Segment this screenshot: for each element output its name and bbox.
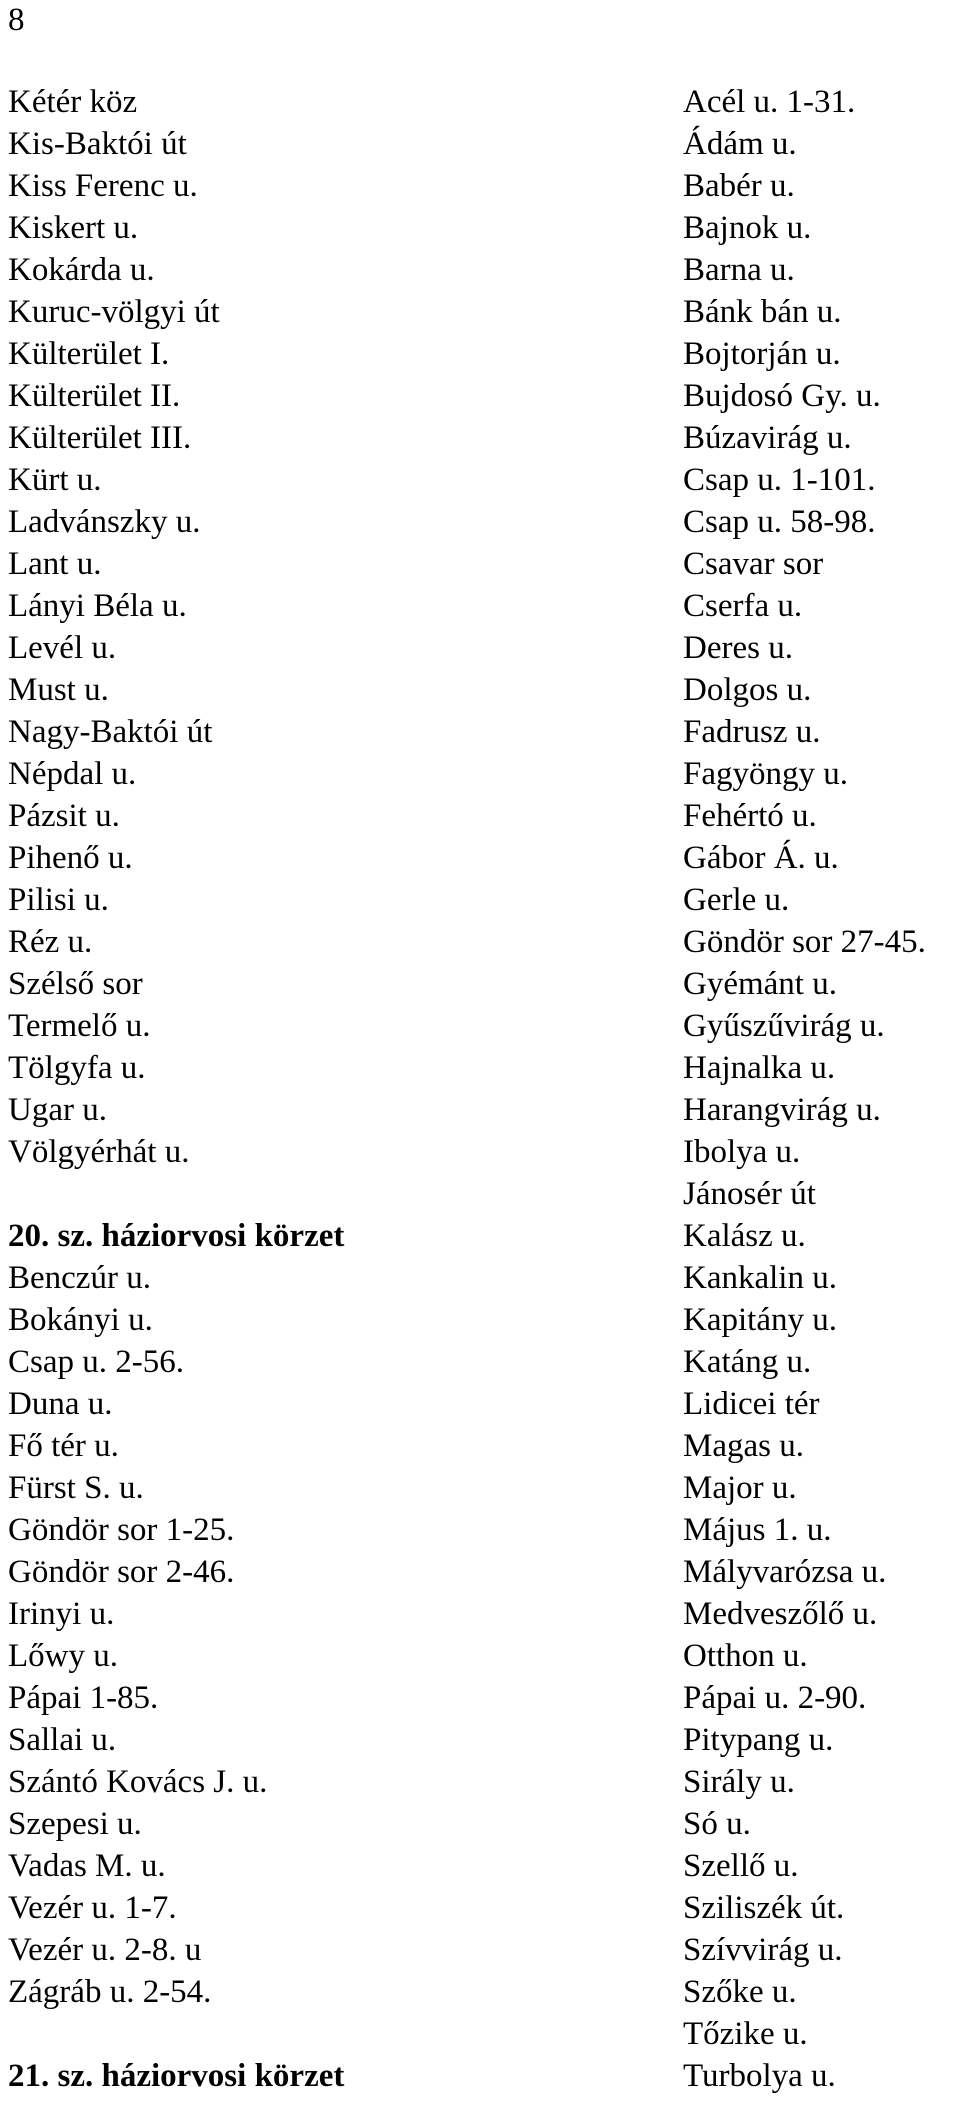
street-name: Pilisi u.: [8, 882, 109, 918]
street-name: Szőke u.: [683, 1974, 797, 2010]
left-street-column: [8, 81, 648, 2097]
street-name: Dolgos u.: [683, 672, 812, 708]
blank-line: [8, 1173, 648, 1215]
street-name: Turbolya u.: [683, 2058, 836, 2094]
street-name: Zágráb u. 2-54.: [8, 1974, 212, 2010]
street-name: Fehértó u.: [683, 798, 817, 834]
street-name: Népdal u.: [8, 756, 137, 792]
street-name: Fagyöngy u.: [683, 756, 848, 792]
page-number: 8: [8, 2, 25, 38]
street-name: Irinyi u.: [8, 1596, 115, 1632]
street-name: Külterület I.: [8, 336, 170, 372]
street-name: Katáng u.: [683, 1344, 812, 1380]
street-name: Réz u.: [8, 924, 93, 960]
street-name: Hajnalka u.: [683, 1050, 836, 1086]
street-name: Pihenő u.: [8, 840, 133, 876]
street-name: Jánosér út: [683, 1176, 816, 1212]
street-name: Levél u.: [8, 630, 117, 666]
street-name: Mályvarózsa u.: [683, 1554, 887, 1590]
street-name: Nagy-Baktói út: [8, 714, 213, 750]
street-name: Bajnok u.: [683, 210, 812, 246]
street-name: Ugar u.: [8, 1092, 107, 1128]
street-name: Vezér u. 2-8. u: [8, 1932, 202, 1968]
district-heading: 20. sz. háziorvosi körzet: [8, 1218, 345, 1254]
street-name: Csap u. 58-98.: [683, 504, 876, 540]
street-name: Duna u.: [8, 1386, 113, 1422]
street-name: Sirály u.: [683, 1764, 795, 1800]
street-name: Tőzike u.: [683, 2016, 808, 2052]
street-name: Gerle u.: [683, 882, 790, 918]
street-name: Vadas M. u.: [8, 1848, 166, 1884]
street-name: Benczúr u.: [8, 1260, 151, 1296]
street-name: Pápai 1-85.: [8, 1680, 159, 1716]
street-name: Tölgyfa u.: [8, 1050, 146, 1086]
street-name: Pázsit u.: [8, 798, 120, 834]
district-heading: 21. sz. háziorvosi körzet: [8, 2058, 345, 2094]
street-name: Harangvirág u.: [683, 1092, 881, 1128]
street-name: Acél u. 1-31.: [683, 84, 856, 120]
street-name: Lányi Béla u.: [8, 588, 187, 624]
street-name: Bánk bán u.: [683, 294, 842, 330]
street-name: Kokárda u.: [8, 252, 155, 288]
street-name: Göndör sor 27-45.: [683, 924, 926, 960]
street-name: Kürt u.: [8, 462, 102, 498]
street-name: Szepesi u.: [8, 1806, 142, 1842]
street-name: Pápai u. 2-90.: [683, 1680, 867, 1716]
street-name: Medveszőlő u.: [683, 1596, 878, 1632]
street-name: Gábor Á. u.: [683, 840, 839, 876]
street-name: Ibolya u.: [683, 1134, 801, 1170]
street-name: Fürst S. u.: [8, 1470, 144, 1506]
street-name: Otthon u.: [683, 1638, 808, 1674]
street-name: Lidicei tér: [683, 1386, 820, 1422]
street-name: Göndör sor 1-25.: [8, 1512, 235, 1548]
street-name: Bojtorján u.: [683, 336, 841, 372]
street-name: Búzavirág u.: [683, 420, 852, 456]
street-name: Kalász u.: [683, 1218, 806, 1254]
street-name: Szellő u.: [683, 1848, 799, 1884]
street-name: Só u.: [683, 1806, 751, 1842]
street-name: Cserfa u.: [683, 588, 803, 624]
street-name: Barna u.: [683, 252, 795, 288]
street-name: Vezér u. 1-7.: [8, 1890, 177, 1926]
street-name: Lant u.: [8, 546, 102, 582]
street-name: Csavar sor: [683, 546, 824, 582]
street-name: Külterület II.: [8, 378, 181, 414]
street-name: Sziliszék út.: [683, 1890, 845, 1926]
street-name: Gyűszűvirág u.: [683, 1008, 885, 1044]
street-name: Termelő u.: [8, 1008, 151, 1044]
street-name: Ádám u.: [683, 126, 797, 162]
street-name: Deres u.: [683, 630, 793, 666]
street-name: Fadrusz u.: [683, 714, 821, 750]
street-name: Kuruc-völgyi út: [8, 294, 220, 330]
street-name: Kapitány u.: [683, 1302, 837, 1338]
street-name: Kis-Baktói út: [8, 126, 187, 162]
street-name: Göndör sor 2-46.: [8, 1554, 235, 1590]
street-name: Kiss Ferenc u.: [8, 168, 198, 204]
street-name: Bujdosó Gy. u.: [683, 378, 881, 414]
street-name: Pitypang u.: [683, 1722, 834, 1758]
street-name: Magas u.: [683, 1428, 804, 1464]
street-name: Bokányi u.: [8, 1302, 153, 1338]
street-name: Külterület III.: [8, 420, 192, 456]
street-name: Fő tér u.: [8, 1428, 119, 1464]
blank-line: [8, 2013, 648, 2055]
street-name: Szélső sor: [8, 966, 143, 1002]
right-street-column: [683, 81, 960, 2097]
street-name: Csap u. 2-56.: [8, 1344, 184, 1380]
street-name: Kétér köz: [8, 84, 138, 120]
street-name: Must u.: [8, 672, 109, 708]
street-name: Major u.: [683, 1470, 797, 1506]
street-name: Gyémánt u.: [683, 966, 837, 1002]
street-name: Kankalin u.: [683, 1260, 837, 1296]
street-name: Babér u.: [683, 168, 795, 204]
street-name: Szívvirág u.: [683, 1932, 843, 1968]
street-name: Völgyérhát u.: [8, 1134, 190, 1170]
street-name: Kiskert u.: [8, 210, 139, 246]
street-name: Lőwy u.: [8, 1638, 118, 1674]
street-name: Sallai u.: [8, 1722, 117, 1758]
street-name: Ladvánszky u.: [8, 504, 201, 540]
street-name: Csap u. 1-101.: [683, 462, 876, 498]
street-name: Szántó Kovács J. u.: [8, 1764, 268, 1800]
street-name: Május 1. u.: [683, 1512, 832, 1548]
